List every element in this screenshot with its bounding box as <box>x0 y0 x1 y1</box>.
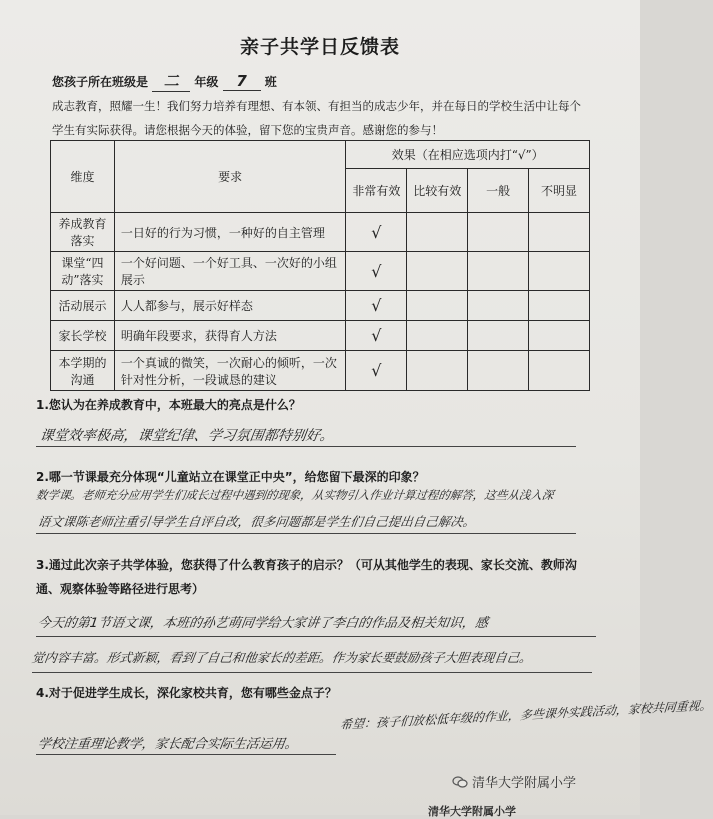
row-dimension: 活动展示 <box>51 291 115 321</box>
class-unit: 班 <box>264 75 277 89</box>
table-row <box>51 351 590 391</box>
row-requirement: 一个真诚的微笑，一次耐心的倾听，一次针对性分析，一段诚恳的建议 <box>114 351 345 391</box>
empty-cell <box>529 321 590 351</box>
empty-cell <box>529 213 590 252</box>
question-4: 4.对于促进学生成长，深化家校共育，您有哪些金点子？ <box>36 686 337 700</box>
table-row <box>51 252 590 291</box>
empty-cell <box>529 291 590 321</box>
row-requirement: 一日好的行为习惯，一种好的自主管理 <box>114 213 345 252</box>
answer-line <box>32 672 592 673</box>
table-row <box>51 213 590 252</box>
answer-2-line-1: 数学课。老师充分应用学生们成长过程中遇到的现象，从实物引入作业计算过程的解答，这些从浅入深 <box>35 488 555 502</box>
class-value: 7 <box>223 72 261 91</box>
watermark-text: 清华大学附属小学 <box>472 776 577 791</box>
empty-cell <box>407 351 468 391</box>
empty-cell <box>468 321 529 351</box>
empty-cell <box>407 213 468 252</box>
row-dimension: 课堂“四动”落实 <box>51 252 115 291</box>
class-prefix: 您孩子所在班级是 <box>52 75 149 89</box>
answer-4-line-1: 学校注重理论教学，家长配合实际生活运用。 <box>36 737 299 752</box>
table-row <box>51 321 590 351</box>
page-title: 亲子共学日反馈表 <box>239 36 400 58</box>
question-2: 2.哪一节课最充分体现“儿童站立在课堂正中央”，给您留下最深的印象？ <box>36 470 425 484</box>
grade-value: 二 <box>152 70 190 92</box>
empty-cell <box>468 252 529 291</box>
row-requirement: 人人都参与，展示好样态 <box>114 291 345 321</box>
grade-unit: 年级 <box>194 75 219 89</box>
check-mark: √ <box>346 213 407 252</box>
answer-line <box>36 754 336 755</box>
empty-cell <box>468 213 529 252</box>
watermark <box>452 772 576 791</box>
check-mark: √ <box>346 291 407 321</box>
wechat-icon <box>452 774 468 790</box>
header-option: 不明显 <box>529 169 590 213</box>
row-requirement: 一个好问题、一个好工具、一次好的小组展示 <box>114 252 345 291</box>
intro-paragraph: 成志教育，照耀一生！我们努力培养有理想、有本领、有担当的成志少年，并在每日的学校生活中让每个学生有实际获得。请您根据今天的体验，留下您的宝贵声音。感谢您的参与！ <box>52 99 581 137</box>
check-mark: √ <box>346 351 407 391</box>
empty-cell <box>529 252 590 291</box>
answer-2-line-2: 语文课陈老师注重引导学生自评自改，很多问题都是学生们自己提出自己解决。 <box>36 514 477 529</box>
header-option: 一般 <box>468 169 529 213</box>
header-requirement: 要求 <box>114 141 345 213</box>
answer-line <box>36 446 576 447</box>
empty-cell <box>407 291 468 321</box>
empty-cell <box>468 291 529 321</box>
empty-cell <box>529 351 590 391</box>
answer-4-side-note: 希望：孩子们放松低年级的作业，多些课外实践活动，家校共同重视。 <box>339 698 713 732</box>
question-3: 3.通过此次亲子共学体验，您获得了什么教育孩子的启示？（可从其他学生的表现、家长交流、教师沟通、观察体验等路径进行思考） <box>36 558 577 596</box>
row-dimension: 本学期的沟通 <box>51 351 115 391</box>
answer-1-line-1: 课堂效率极高，课堂纪律、学习氛围都特别好。 <box>38 428 335 444</box>
school-stamp: 清华大学附属小学 <box>428 805 516 818</box>
header-option: 非常有效 <box>346 169 407 213</box>
empty-cell <box>407 252 468 291</box>
empty-cell <box>468 351 529 391</box>
row-dimension: 家长学校 <box>51 321 115 351</box>
answer-line <box>36 636 596 637</box>
question-1: 1.您认为在养成教育中，本班最大的亮点是什么？ <box>36 398 301 412</box>
feedback-table <box>50 140 590 391</box>
class-line <box>52 70 277 92</box>
header-dimension: 维度 <box>51 141 115 213</box>
header-option: 比较有效 <box>407 169 468 213</box>
check-mark: √ <box>346 252 407 291</box>
header-effect: 效果（在相应选项内打“√”） <box>346 141 590 169</box>
table-row <box>51 291 590 321</box>
answer-3-line-2: 觉内容丰富。形式新颖，看到了自己和他家长的差距。作为家长要鼓励孩子大胆表现自己。 <box>30 650 533 665</box>
check-mark: √ <box>346 321 407 351</box>
row-requirement: 明确年段要求，获得育人方法 <box>114 321 345 351</box>
row-dimension: 养成教育落实 <box>51 213 115 252</box>
answer-3-line-1: 今天的第1节语文课，本班的孙艺萌同学给大家讲了李白的作品及相关知识，感 <box>36 616 490 631</box>
empty-cell <box>407 321 468 351</box>
answer-line <box>36 533 576 534</box>
